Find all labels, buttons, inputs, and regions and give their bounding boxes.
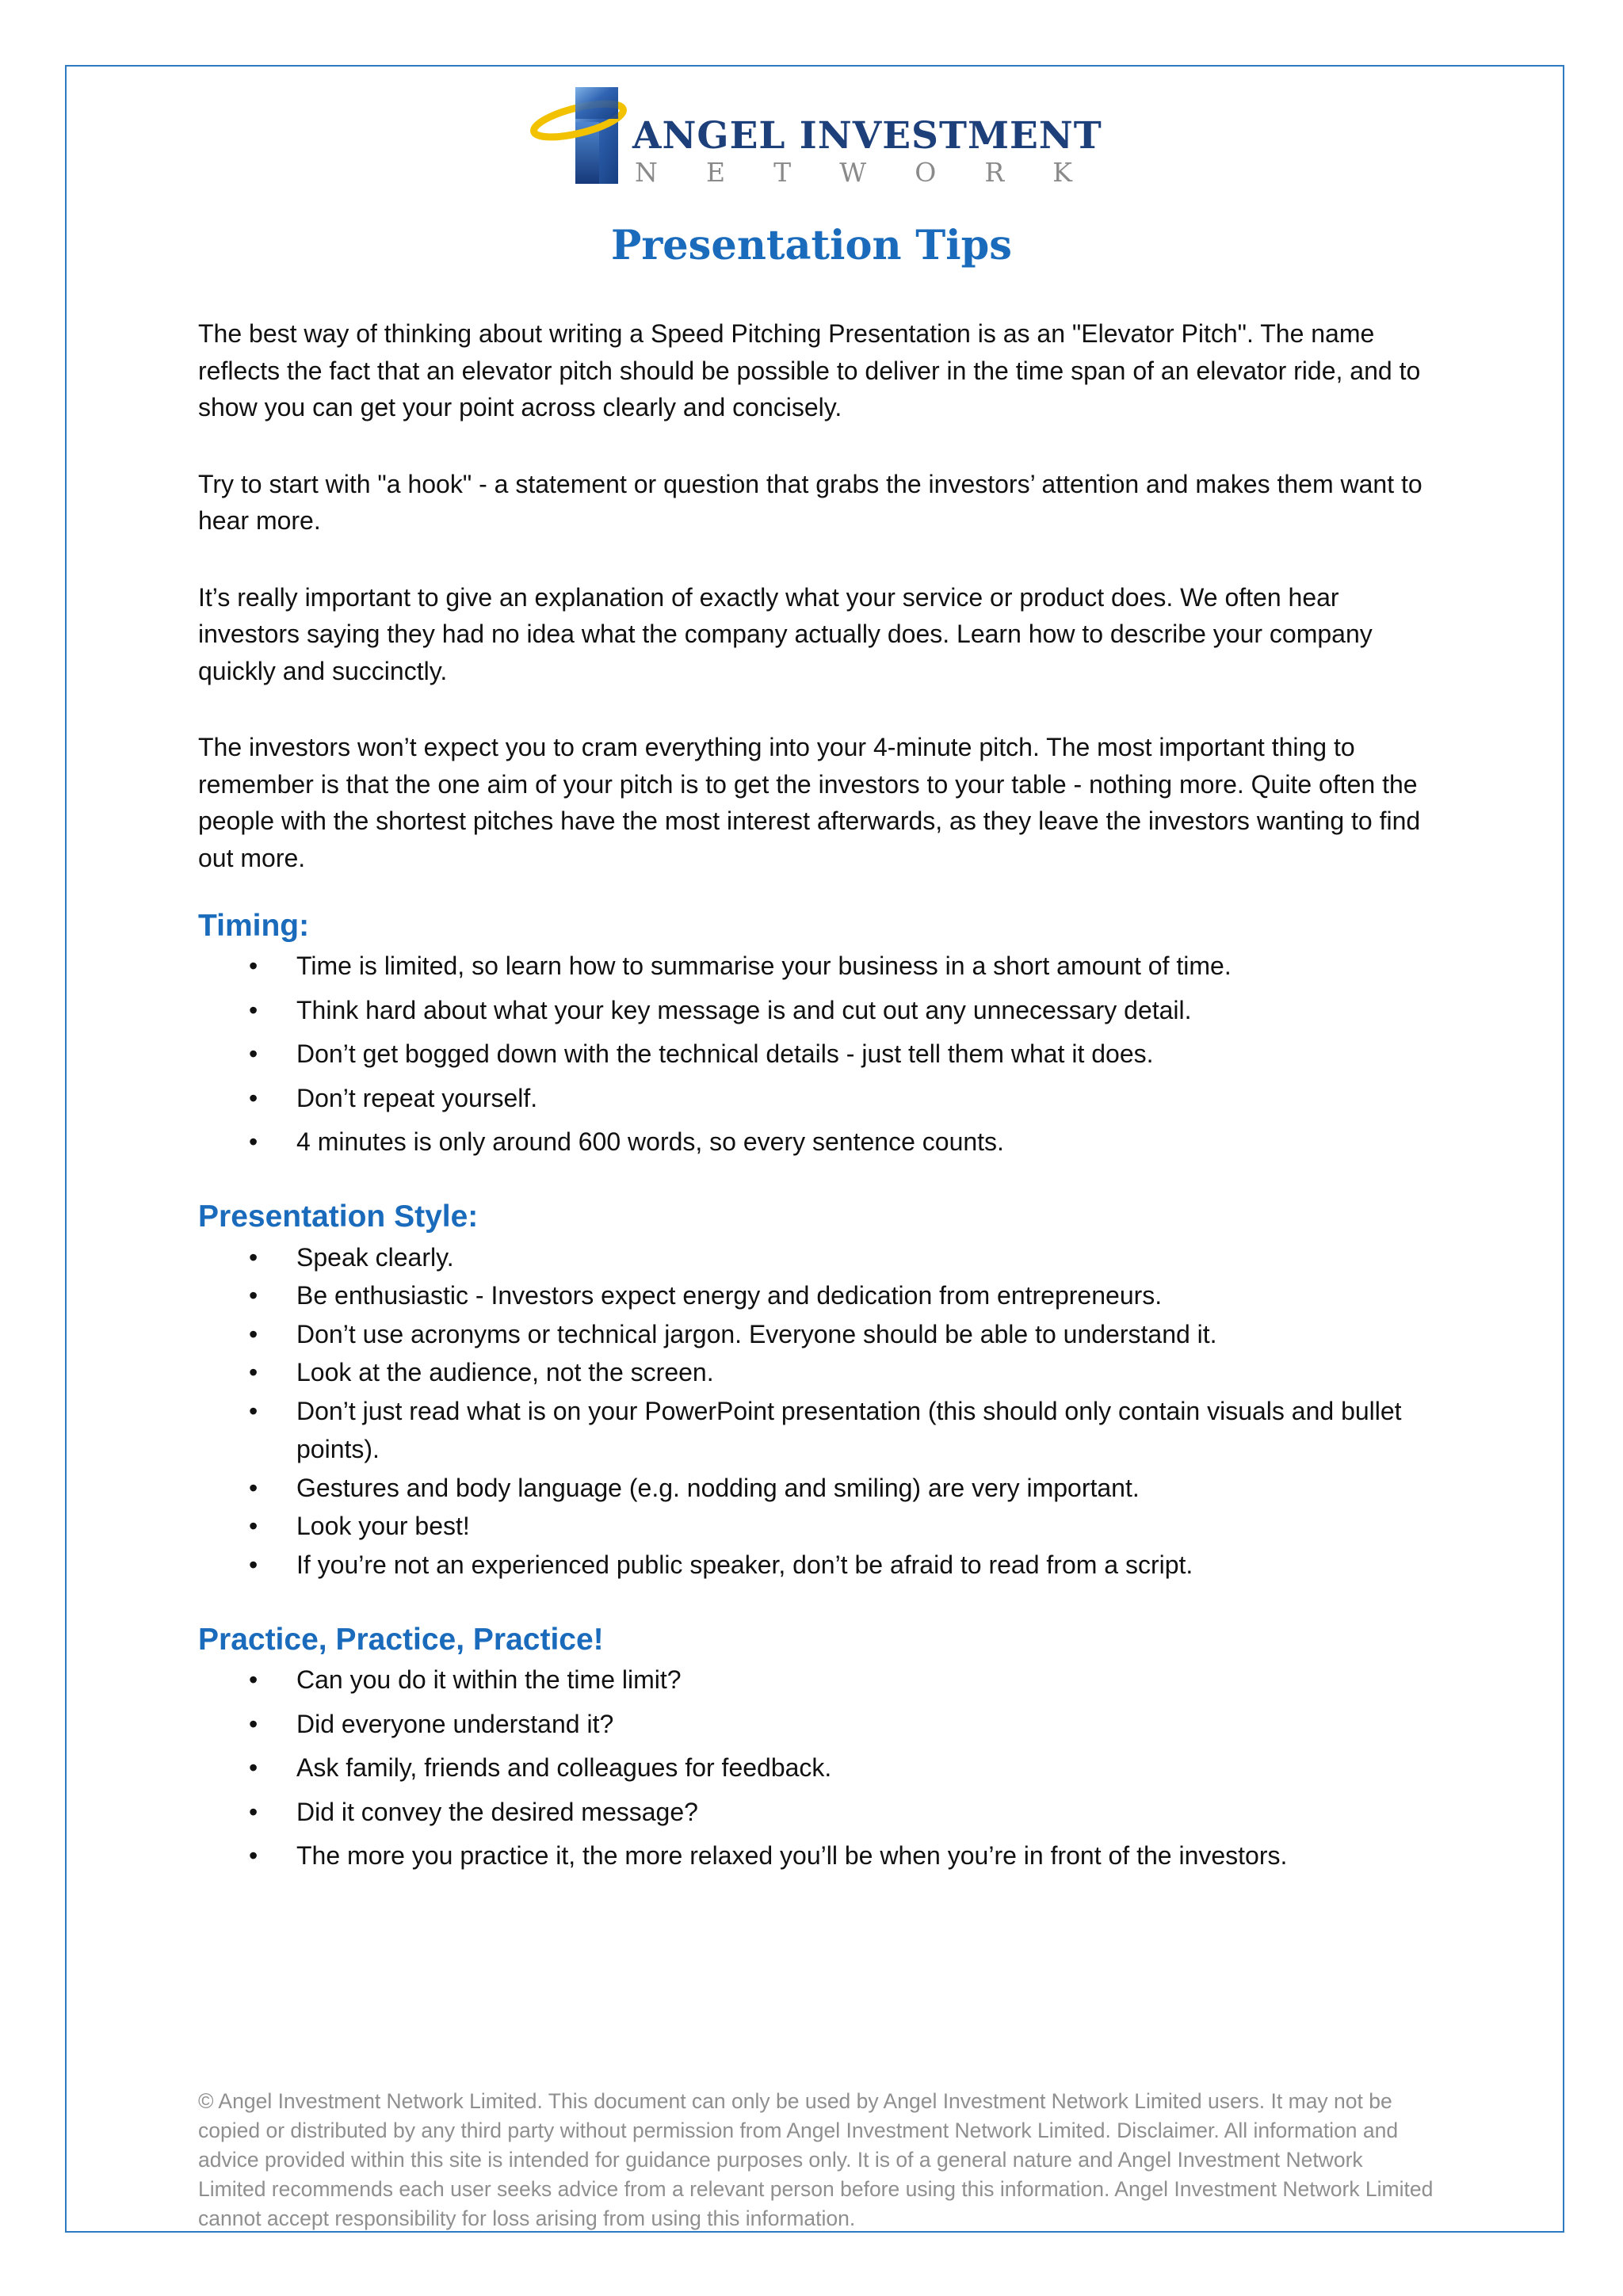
list-item: • Look your best!: [198, 1507, 1434, 1546]
logo-wordmark: ANGEL INVESTMENT: [632, 114, 1102, 158]
list-item: • Look at the audience, not the screen.: [198, 1353, 1434, 1392]
section-heading-practice: Practice, Practice, Practice!: [198, 1623, 604, 1657]
list-item: • Don’t repeat yourself.: [198, 1080, 1434, 1117]
document-body: [198, 315, 1434, 1882]
practice-list: [198, 1661, 1434, 1875]
list-item: • Don’t use acronyms or technical jargon. Everyone should be able to understand it.: [198, 1315, 1434, 1354]
list-item: • 4 minutes is only around 600 words, so every sentence counts.: [198, 1123, 1434, 1161]
intro-paragraph: The investors won’t expect you to cram everything into your 4-minute pitch. The most important thing to remember is that the one aim of your pitch is to get the investors to your table - nothing more. Quite often the people with the shortest pitches have the most interest afterwards, as they leave the investors wanting to find out more.: [198, 733, 1421, 872]
page-title: Presentation Tips: [611, 222, 1012, 269]
list-item: • Can you do it within the time limit?: [198, 1661, 1434, 1699]
intro-paragraph: It’s really important to give an explanation of exactly what your service or product does. We often hear investors saying they had no idea what the company actually does. Learn how to describe your company quickly and succinctly.: [198, 582, 1373, 685]
logo-letter: W: [839, 157, 867, 188]
list-item: • Think hard about what your key message is and cut out any unnecessary detail.: [198, 992, 1434, 1029]
list-item: • Don’t just read what is on your PowerPoint presentation (this should only contain visuals and bullet points).: [198, 1392, 1434, 1469]
list-item: • Ask family, friends and colleagues for feedback.: [198, 1749, 1434, 1787]
logo-letter: N: [635, 157, 658, 188]
list-item: • Don’t get bogged down with the technical details - just tell them what it does.: [198, 1035, 1434, 1073]
logo-letter: O: [915, 157, 937, 188]
list-item: • Did it convey the desired message?: [198, 1794, 1434, 1831]
list-item: • Did everyone understand it?: [198, 1706, 1434, 1743]
logo-letter: K: [1052, 157, 1072, 188]
presentation-style-list: [198, 1238, 1434, 1585]
logo-letter: E: [705, 157, 726, 188]
section-heading-presentation-style: Presentation Style:: [198, 1199, 479, 1234]
logo-subtitle: [635, 157, 1072, 188]
list-item: • If you’re not an experienced public speaker, don’t be afraid to read from a script.: [198, 1546, 1434, 1585]
logo-letter: T: [773, 157, 792, 188]
copyright-disclaimer: © Angel Investment Network Limited. This document can only be used by Angel Investment Network Limited users. It may not be copied or distributed by any third party without permission from Angel Investment Network Limited. Disclaimer. All information and advice provided within this site is intended for guidance purposes only. It is of a general nature and Angel Investment Network Limited recommends each user seeks advice from a relevant person before using this information. Angel Investment Network Limited cannot accept responsibility for loss arising from using this information.: [198, 2089, 1434, 2230]
list-item: • Be enthusiastic - Investors expect energy and dedication from entrepreneurs.: [198, 1276, 1434, 1315]
logo-emblem-icon: [529, 79, 640, 194]
section-heading-timing: Timing:: [198, 909, 310, 943]
intro-paragraph: Try to start with "a hook" - a statement or question that grabs the investors’ attention and makes them want to hear more.: [198, 469, 1423, 535]
timing-list: [198, 948, 1434, 1161]
list-item: • Gestures and body language (e.g. nodding and smiling) are very important.: [198, 1469, 1434, 1508]
list-item: • Time is limited, so learn how to summarise your business in a short amount of time.: [198, 948, 1434, 985]
intro-paragraph: The best way of thinking about writing a Speed Pitching Presentation is as an "Elevator Pitch". The name reflects the fact that an elevator pitch should be possible to deliver in the time span of an elevator ride, and to show you can get your point across clearly and concisely.: [198, 319, 1421, 421]
list-item: • Speak clearly.: [198, 1238, 1434, 1277]
company-logo: [529, 79, 1102, 194]
list-item: • The more you practice it, the more relaxed you’ll be when you’re in front of the investors.: [198, 1837, 1434, 1875]
logo-letter: R: [984, 157, 1005, 188]
